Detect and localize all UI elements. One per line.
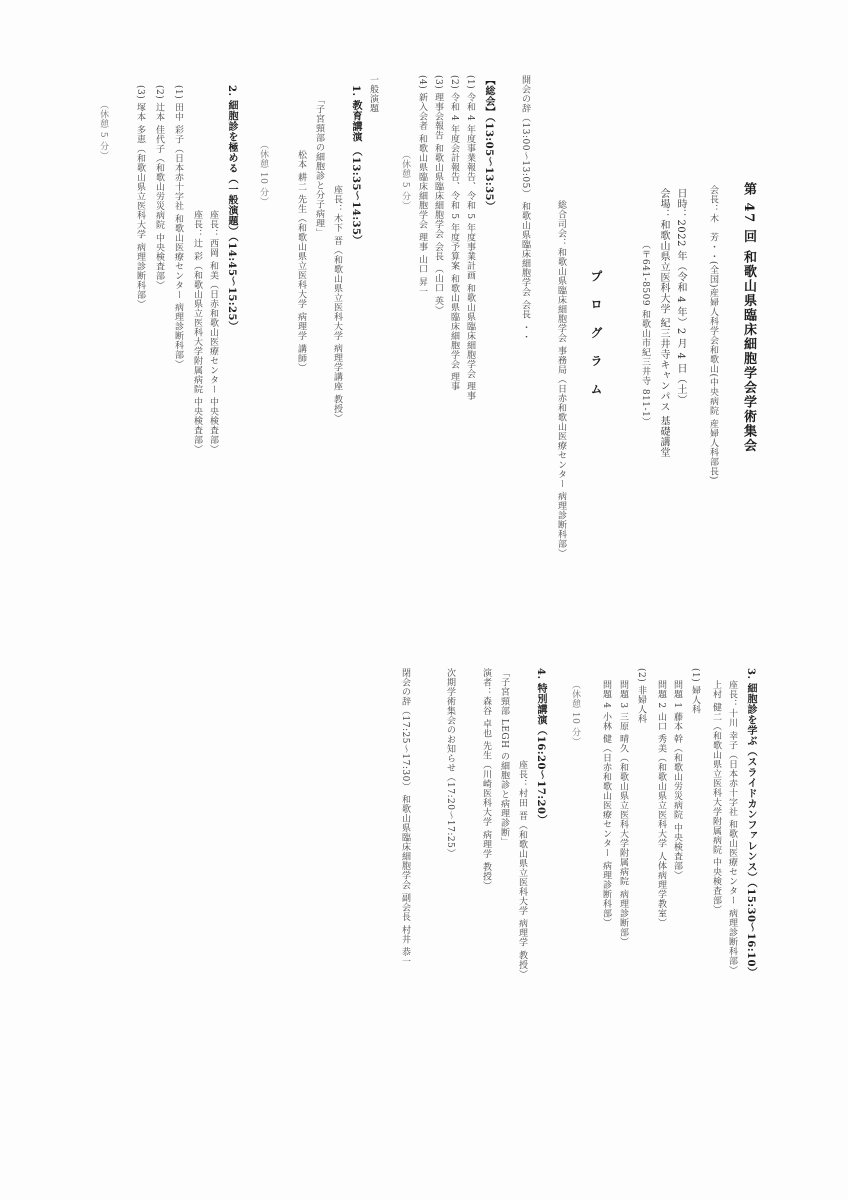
lecture1-chair: 座長：木下 晋（和歌山県立医科大学 病理学講座 教授） (332, 185, 342, 424)
break-3: （休憩 10 分） (570, 680, 580, 747)
lecture4-chair: 座長：村田 晋（和歌山県立医科大学 病理学 教授） (517, 760, 527, 980)
opening-note: 開会の辞（13:00〜13:05） 和歌山県臨床細胞学会 会長 ・・ (520, 75, 530, 342)
lecture4-speaker: 演者：森谷 卓也 先生（川崎医科大学 病理学 教授） (481, 668, 491, 891)
session3-sub-1: (1) 婦人科 (690, 668, 700, 715)
address-line: （〒641-8509 和歌山市紀三井寺 811-1） (640, 240, 650, 427)
venue-line: 会場：和歌山県立医科大学 紀三井寺キャンパス 基礎講堂 (658, 188, 669, 458)
session3-item-b: 問題 2 山口 秀美（和歌山県立医科大学 人体病理学教室） (656, 680, 666, 928)
date-line: 日時：2022 年（令和 4 年）2 月 4 日（土） (675, 188, 686, 406)
document-title: 第 47 回 和歌山県臨床細胞学会学術集会 (741, 182, 756, 454)
general-meeting-heading: 【総会】（13:05〜13:35） (483, 75, 494, 212)
program-heading: プ ロ グ ラ ム (589, 270, 603, 401)
gm-item-4: (4) 新入会者 和歌山県臨床細胞学会 理事 山口 昇一 (417, 75, 427, 297)
session2-chair-2: 座長：辻 彩（和歌山県立医科大学附属病院 中央検査部） (192, 210, 202, 455)
lecture1-title: 「子宮頸部の細胞診と分子病理」 (314, 95, 324, 238)
gm-item-2: (2) 令和 4 年度会計報告、令和 5 年度予算案 和歌山県臨床細胞学会 理事 (449, 75, 459, 392)
lecture4-title: 「子宮頸部 LEGH の細胞診と病理診断」 (499, 668, 509, 847)
session3-item-c: 問題 3 三原 晴久（和歌山県立医科大学附属病院 病理診断部） (618, 680, 628, 947)
break-2: （休憩 5 分） (98, 100, 108, 161)
session3-sub-2: (2) 非婦人科 (636, 668, 646, 724)
session2-item-3: (3) 塚本 多恵（和歌山県立医科大学 病理診断科部） (135, 85, 145, 309)
gm-break: （休憩 5 分） (400, 150, 410, 211)
closing-notice: 次期学術集会のお知らせ（17:20〜17:25） (445, 668, 455, 858)
gm-item-3: (3) 理事会報告 和歌山県臨床細胞学会 会長 （山口 英） (433, 75, 443, 316)
session3-chair: 座長：十川 幸子（日本赤十字社 和歌山医療センター 病理診断科部） (727, 680, 737, 976)
session3-heading: 3. 細胞診を学ぶ（スライドカンファレンス）（15:30〜16:10） (745, 668, 756, 978)
organizer-line: 会長：木 芳・・(全国)産婦人科学会和歌山(中央病院 産婦人科部長) (708, 185, 718, 480)
lecture1-speaker: 松本 耕二 先生（和歌山県立医科大学 病理学 講師） (296, 150, 306, 373)
lecture1-heading: 1. 教育講演 （13:35〜14:35） (350, 85, 361, 246)
section-label: 一般演題 (368, 75, 378, 113)
closing-remarks: 閉会の辞（17:25〜17:30） 和歌山県臨床細胞学会 副会長 村井 恭一 (400, 668, 410, 967)
session3-item-a: 問題 1 藤本 幹（和歌山労災病院 中央検査部） (672, 680, 682, 881)
gm-item-1: (1) 令和 4 年度事業報告、令和 5 年度事業計画 和歌山県臨床細胞学会 理事 (465, 75, 475, 401)
session3-chair-2: 上村 健二（和歌山県立医科大学附属病院 中央検査部） (711, 680, 721, 915)
session2-heading: 2. 細胞診を極める（一般演題）（14:45〜15:25） (226, 85, 237, 332)
session2-item-2: (2) 辻本 佳代子（和歌山労災病院 中央検査部） (154, 85, 164, 290)
secretary-note: 総合司会：和歌山県臨床細胞学会 事務局（日赤和歌山医療センター 病理診断科部） (556, 200, 566, 559)
session2-item-1: (1) 田中 彩子（日本赤十字社 和歌山医療センター 病理診断科部） (173, 85, 183, 370)
break-1: （休憩 10 分） (258, 140, 268, 207)
session2-chair: 座長：西岡 和美（日赤和歌山医療センター 中央検査部） (208, 210, 218, 455)
session3-item-d: 問題 4 小林 健（日赤和歌山医療センター 病理診断科部） (601, 680, 611, 928)
lecture4-heading: 4. 特別講演（16:20〜17:20） (535, 668, 546, 825)
